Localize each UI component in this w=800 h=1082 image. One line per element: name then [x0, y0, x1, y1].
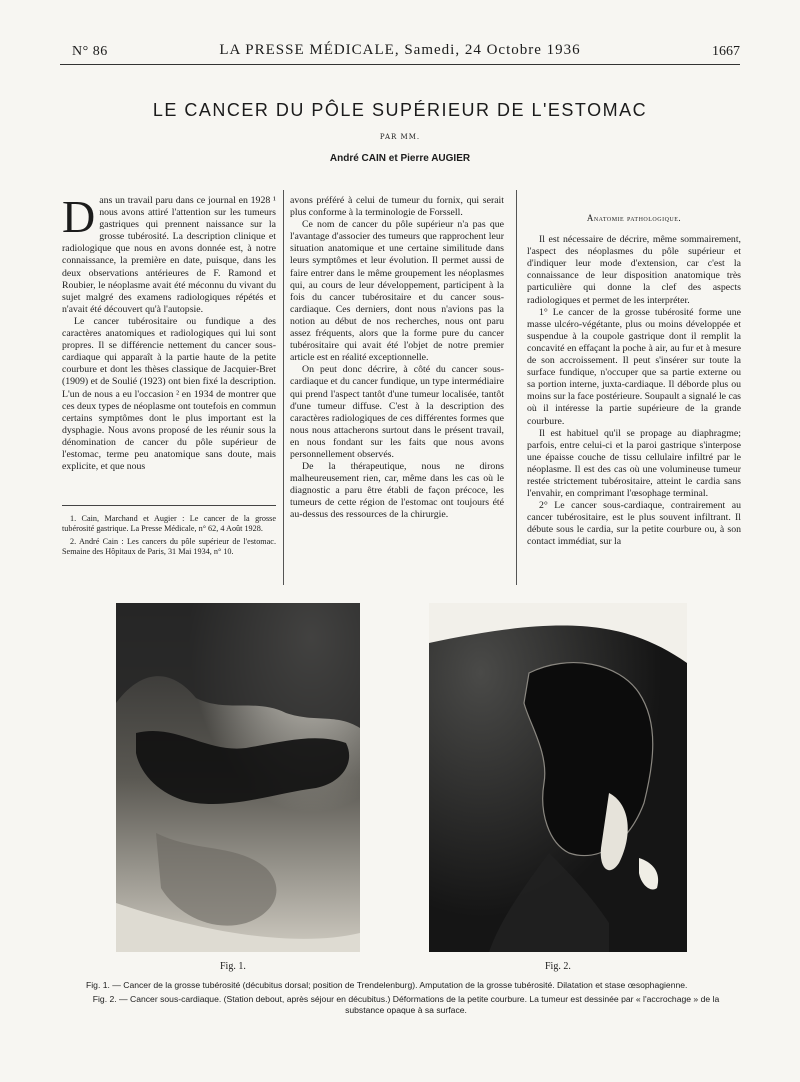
paragraph: Ce nom de cancer du pôle supérieur n'a pas que l'avantage d'associer des tumeurs que rapprochent leur situation anatomique et une certaine similitude dans leurs symptômes et leur évolution. Il permet aussi de faire entrer dans le même groupement les néoplasmes qui, au cours de leur développement, participent à la fois du cancer tubérositaire et du cancer sous-cardiaque. Ces derniers, dont nous n'avions pas la notion au début de nos recherches, nous ont paru assez fréquents, alors que la forme pure du cancer tubérositaire qui avait été l'objet de notre premier article est en réalité exceptionnelle. — [290, 219, 504, 364]
section-heading: Anatomie pathologique. — [586, 213, 682, 223]
paragraph: De la thérapeutique, nous ne dirons malheureusement rien, car, même dans les cas où le diagnostic a paru être établi de façon précoce, les tumeurs de cette région de l'estomac ont toujours été au-dessus des ressources de la chirurgie. — [290, 461, 504, 521]
paragraph: Dans un travail paru dans ce journal en 1928 ¹ nous avons attiré l'attention sur les tumeurs gastriques qui prennent naissance sur la grosse tubérosité. La description clinique et radiologique que nous en avons donnée est, à notre connaissance, la première en date, puisque, dans les deux observations antérieures de F. Ramond et Roubier, le néoplasme avait été méconnu du vivant du sujet malgré des examens radiologiques répétés et n'avait été découvert qu'à l'autopsie. — [62, 191, 276, 315]
figure-2-radiograph — [429, 603, 687, 952]
column-divider — [516, 190, 517, 585]
figure-1-radiograph — [116, 603, 360, 952]
paragraph: Il est nécessaire de décrire, même sommairement, l'aspect des néoplasmes du pôle supérieur et d'indiquer leur mode d'extension, car c'est la connaissance de leur disposition anatomique très particulière qui donne la clef des aspects radiologiques et permet de les interpréter. — [527, 234, 741, 306]
footnote-1: 1. Cain, Marchand et Augier : Le cancer de la grosse tubérosité gastrique. La Presse Médicale, n° 62, 4 Août 1928. — [62, 514, 276, 533]
byline-prefix: PAR MM. — [379, 133, 421, 141]
radiograph-image — [116, 603, 360, 952]
paragraph: avons préféré à celui de tumeur du fornix, qui serait plus conforme à la terminologie de Forssell. — [290, 195, 504, 219]
footnote-2: 2. André Cain : Les cancers du pôle supérieur de l'estomac. Semaine des Hôpitaux de Paris, 31 Mai 1934, n° 10. — [62, 537, 276, 556]
article-authors: André CAIN et Pierre AUGIER — [329, 153, 471, 164]
text-column-3 — [527, 212, 741, 549]
running-header — [60, 42, 740, 62]
drop-cap: D — [62, 191, 96, 242]
text-column-1 — [62, 191, 276, 473]
radiograph-image — [429, 603, 687, 952]
header-rule — [60, 64, 740, 65]
paragraph: Le cancer tubérositaire ou fundique a des caractères anatomiques et radiologiques qui lui sont propres. Il se différencie nettement du cancer sous-cardiaque qui apparaît à la partie haute de la petite courbure et dont les thèses classique de Jacquier-Bret (1909) et de Soulié (1923) ont bien fixé la description. L'un de nous a eu l'occasion ² en 1934 de montrer que ces deux types de néoplasme ont toutefois en commun certains symptômes dont le plus important est la dysphagie. Nous avons proposé de les réunir sous la dénomination de cancer du pôle supérieur de l'estomac, terme peu anatomique sans doute, mais explicite, et que nous — [62, 315, 276, 473]
page-number: 1667 — [712, 44, 740, 59]
paragraph: Il est habituel qu'il se propage au diaphragme; parfois, entre celui-ci et la paroi gastrique s'interpose une épaisse couche de tissu cellulaire infiltré par le néoplasme. Il est des cas où une volumineuse tumeur restée strictement tubérositaire, atteint le cardia sans l'envahir, en comprimant l'œsophage terminal. — [527, 427, 741, 500]
journal-title: LA PRESSE MÉDICALE, Samedi, 24 Octobre 1936 — [219, 42, 581, 58]
footnote-rule — [62, 505, 276, 506]
text-column-2 — [290, 195, 504, 522]
column-divider — [283, 190, 284, 585]
paragraph: 1° Le cancer de la grosse tubérosité forme une masse ulcéro-végétante, plus ou moins développée et suspendue à la coupole gastrique dont il remplit la concavité en effaçant la poche à air, au fur et à mesure de son accroissement. Il peut s'insérer sur toute la surface fundique, n'occuper que sa partie externe ou sa portion interne, juxta-cardiaque. Il déborde plus ou moins sur la face postérieure. Soupault a signalé le cas où il intéresse la partie supérieure de la grande courbure. — [527, 306, 741, 427]
paragraph: 2° Le cancer sous-cardiaque, contrairement au cancer tubérositaire, est le plus souvent infiltrant. Il débute sous le cardia, sur la petite courbure ou, à son contact immédiat, sur la — [527, 500, 741, 548]
article-title: LE CANCER DU PÔLE SUPÉRIEUR DE L'ESTOMAC — [152, 100, 648, 120]
paragraph: On peut donc décrire, à côté du cancer sous-cardiaque et du cancer fundique, un type intermédiaire qui prend l'aspect tantôt d'une tumeur localisée, tantôt d'une tumeur diffuse. C'est à la description des caractères radiologiques de ces différentes formes que nous nous attacherons surtout dans le présent travail, en nous fondant sur les faits que nous avons personnellement observés. — [290, 364, 504, 460]
figure-1-caption: Fig. 1. — Cancer de la grosse tubérosité (décubitus dorsal; position de Trendelenburg). Amputation de la grosse tubérosité. Dilatation et stase œsophagienne. — [86, 980, 688, 990]
figure-1-label: Fig. 1. — [220, 961, 246, 972]
figure-2-caption: Fig. 2. — Cancer sous-cardiaque. (Station debout, après séjour en décubitus.) Déformations de la petite courbure. La tumeur est dessinée par « l'accrochage » de la substance opaque à sa surface. — [92, 994, 720, 1015]
figure-2-label: Fig. 2. — [545, 961, 571, 972]
issue-number: N° 86 — [72, 44, 108, 59]
footnotes — [62, 514, 276, 560]
